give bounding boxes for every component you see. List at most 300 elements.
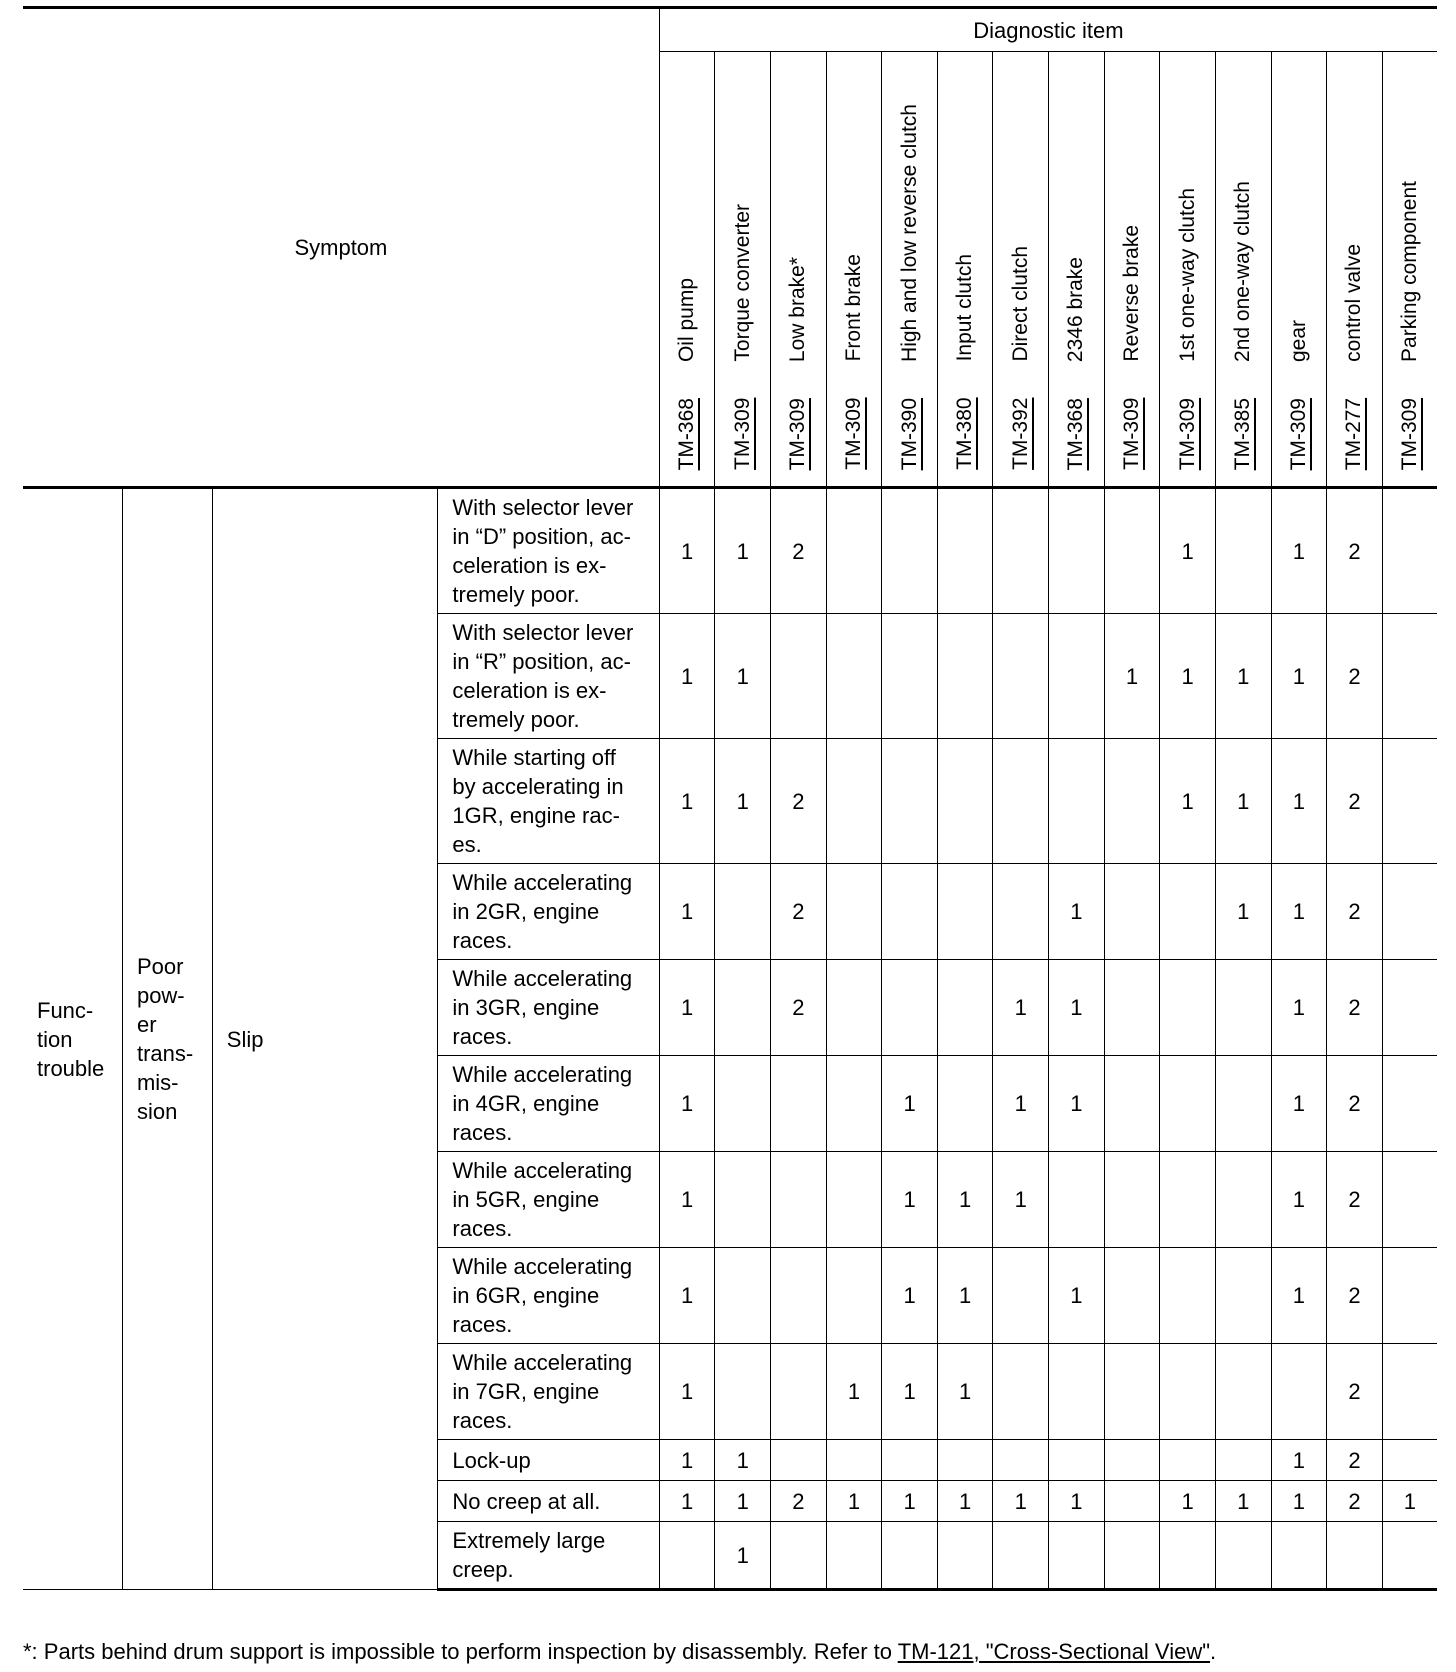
value-cell — [1215, 1344, 1271, 1440]
value-cell — [715, 864, 771, 960]
condition-line: While accelerating — [452, 1350, 633, 1375]
value-cell — [826, 1056, 882, 1152]
value-cell — [1215, 1440, 1271, 1481]
value-cell: 1 — [659, 488, 715, 614]
condition-line: in 7GR, engine — [452, 1379, 600, 1404]
value-cell — [993, 1344, 1049, 1440]
column-header-text — [675, 278, 699, 470]
value-cell — [993, 1248, 1049, 1344]
column-ref-link[interactable]: TM-309 — [1175, 397, 1199, 470]
column-name: High and low reverse clutch — [897, 103, 921, 362]
column-header-rotator — [1171, 58, 1205, 470]
value-cell: 2 — [1327, 960, 1383, 1056]
column-name: Input clutch — [953, 254, 977, 362]
condition-cell — [438, 960, 659, 1056]
value-cell: 1 — [1215, 739, 1271, 864]
column-header-text — [1176, 188, 1200, 470]
condition-cell — [438, 1481, 659, 1522]
column-header — [659, 52, 715, 488]
value-cell: 1 — [659, 1152, 715, 1248]
value-cell: 2 — [1327, 1152, 1383, 1248]
value-cell — [937, 1440, 993, 1481]
value-cell — [1160, 1248, 1216, 1344]
value-cell: 1 — [882, 1152, 938, 1248]
condition-line: While starting off — [452, 745, 616, 770]
column-header-text — [1231, 181, 1255, 470]
value-cell: 1 — [1160, 1481, 1216, 1522]
value-cell — [1382, 614, 1437, 739]
value-cell — [1049, 1522, 1105, 1590]
column-ref-link[interactable]: TM-309 — [1397, 397, 1421, 470]
value-cell — [1104, 864, 1160, 960]
value-cell: 1 — [1271, 614, 1327, 739]
category-cell — [23, 488, 122, 1590]
column-ref-link[interactable]: TM-309 — [1120, 397, 1143, 470]
value-cell: 1 — [993, 960, 1049, 1056]
value-cell: 2 — [771, 960, 827, 1056]
value-cell — [993, 1522, 1049, 1590]
value-cell — [771, 1152, 827, 1248]
value-cell: 1 — [882, 1248, 938, 1344]
footnote — [23, 1637, 1216, 1666]
column-header-rotator — [837, 58, 871, 470]
value-cell: 1 — [1215, 614, 1271, 739]
value-cell: 1 — [1160, 488, 1216, 614]
value-cell — [993, 739, 1049, 864]
condition-line: While accelerating — [452, 870, 633, 895]
value-cell: 1 — [715, 1481, 771, 1522]
condition-line: tremely poor. — [452, 582, 580, 607]
subcategory-line: trans- — [136, 1041, 194, 1066]
column-header — [1271, 52, 1327, 488]
column-ref-link[interactable]: TM-309 — [1286, 397, 1310, 470]
value-cell — [771, 1056, 827, 1152]
value-cell — [1382, 864, 1437, 960]
condition-line: in “R” position, ac- — [452, 649, 631, 674]
value-cell: 1 — [715, 614, 771, 739]
value-cell — [1271, 1344, 1327, 1440]
value-cell: 1 — [937, 1152, 993, 1248]
diagnostic-table — [23, 6, 1437, 1591]
condition-line: creep. — [452, 1557, 514, 1582]
column-header-text — [953, 254, 977, 470]
value-cell: 1 — [715, 739, 771, 864]
value-cell: 1 — [659, 1248, 715, 1344]
value-cell: 2 — [771, 1481, 827, 1522]
value-cell: 1 — [715, 1522, 771, 1590]
value-cell — [1104, 1056, 1160, 1152]
column-header-rotator — [1337, 58, 1371, 470]
column-header-rotator — [893, 58, 927, 470]
footnote-end: . — [1210, 1639, 1217, 1664]
value-cell — [1215, 488, 1271, 614]
column-header — [1049, 52, 1105, 488]
column-header-text — [1064, 257, 1088, 470]
value-cell — [1271, 1522, 1327, 1590]
value-cell: 1 — [659, 739, 715, 864]
condition-line: tremely poor. — [452, 707, 580, 732]
value-cell: 1 — [1049, 864, 1105, 960]
column-name: 1st one-way clutch — [1175, 187, 1199, 362]
value-cell — [1160, 960, 1216, 1056]
condition-cell — [438, 1152, 659, 1248]
value-cell: 1 — [1271, 488, 1327, 614]
value-cell — [1215, 960, 1271, 1056]
value-cell — [1215, 1522, 1271, 1590]
value-cell — [1327, 1522, 1383, 1590]
value-cell — [1382, 1522, 1437, 1590]
value-cell — [937, 614, 993, 739]
value-cell — [1382, 488, 1437, 614]
condition-cell — [438, 488, 659, 614]
condition-line: races. — [452, 1120, 513, 1145]
condition-line: in 4GR, engine — [452, 1091, 600, 1116]
table-row — [23, 488, 1437, 614]
value-cell: 1 — [993, 1056, 1049, 1152]
value-cell — [1049, 1344, 1105, 1440]
value-cell — [937, 739, 993, 864]
condition-line: races. — [452, 1312, 513, 1337]
value-cell — [1382, 1152, 1437, 1248]
value-cell — [1160, 1152, 1216, 1248]
category-line: tion — [37, 1026, 73, 1052]
value-cell: 1 — [1160, 614, 1216, 739]
condition-line: 1GR, engine rac- — [452, 803, 620, 828]
column-ref-link[interactable]: TM-380 — [953, 397, 977, 470]
condition-line: While accelerating — [452, 966, 633, 991]
value-cell — [993, 1440, 1049, 1481]
value-cell — [1160, 1522, 1216, 1590]
column-header — [1215, 52, 1271, 488]
cross-sectional-view-link[interactable]: TM-121, "Cross-Sectional View" — [897, 1639, 1211, 1664]
value-cell — [937, 1056, 993, 1152]
value-cell — [1104, 960, 1160, 1056]
value-cell — [826, 1152, 882, 1248]
value-cell: 1 — [882, 1344, 938, 1440]
value-cell: 2 — [1327, 1344, 1383, 1440]
value-cell — [993, 864, 1049, 960]
value-cell: 2 — [1327, 739, 1383, 864]
value-cell: 1 — [659, 1481, 715, 1522]
condition-line: While accelerating — [452, 1158, 633, 1183]
condition-line: in 6GR, engine — [452, 1283, 600, 1308]
value-cell — [937, 960, 993, 1056]
subcategory-line: er — [136, 1012, 157, 1037]
value-cell — [1160, 1056, 1216, 1152]
subcategory-line: pow- — [136, 983, 185, 1008]
column-header-rotator — [726, 58, 760, 470]
value-cell: 1 — [715, 1440, 771, 1481]
value-cell — [882, 488, 938, 614]
value-cell: 1 — [1049, 1056, 1105, 1152]
value-cell: 1 — [1271, 1481, 1327, 1522]
value-cell — [1382, 1056, 1437, 1152]
category-line: Func- — [37, 997, 94, 1023]
condition-line: celeration is ex- — [452, 678, 607, 703]
column-name: Front brake — [841, 254, 865, 362]
column-ref-link[interactable]: TM-309 — [730, 397, 754, 470]
value-cell: 1 — [1049, 1481, 1105, 1522]
value-cell: 1 — [1160, 739, 1216, 864]
condition-line: While accelerating — [452, 1062, 633, 1087]
value-cell — [1382, 739, 1437, 864]
condition-line: in 2GR, engine — [452, 899, 600, 924]
value-cell: 1 — [882, 1056, 938, 1152]
column-header-text — [1120, 225, 1144, 470]
value-cell: 1 — [1215, 864, 1271, 960]
value-cell — [771, 1522, 827, 1590]
condition-line: es. — [452, 832, 482, 857]
value-cell: 1 — [937, 1248, 993, 1344]
condition-cell — [438, 614, 659, 739]
column-name: Direct clutch — [1008, 246, 1032, 362]
value-cell: 1 — [1271, 1152, 1327, 1248]
column-name: control valve — [1342, 243, 1366, 362]
value-cell — [771, 1248, 827, 1344]
value-cell — [715, 1152, 771, 1248]
column-header — [1327, 52, 1383, 488]
column-header-rotator — [948, 58, 982, 470]
column-header-rotator — [1059, 58, 1093, 470]
value-cell: 1 — [826, 1481, 882, 1522]
column-header — [1104, 52, 1160, 488]
value-cell: 1 — [1271, 1056, 1327, 1152]
value-cell — [1160, 1440, 1216, 1481]
value-cell: 1 — [1049, 1248, 1105, 1344]
value-cell: 1 — [937, 1481, 993, 1522]
value-cell — [1382, 1440, 1437, 1481]
condition-line: races. — [452, 1024, 513, 1049]
column-header-text — [1287, 320, 1311, 470]
column-header-rotator — [1393, 58, 1427, 470]
column-header-rotator — [670, 58, 704, 470]
value-cell: 1 — [659, 960, 715, 1056]
value-cell — [1104, 1344, 1160, 1440]
column-name: Oil pump — [675, 277, 699, 362]
value-cell — [1104, 1522, 1160, 1590]
column-header — [993, 52, 1049, 488]
symptom-header: Symptom — [23, 8, 659, 488]
value-cell — [993, 614, 1049, 739]
value-cell — [826, 960, 882, 1056]
column-header-text — [1342, 244, 1366, 470]
value-cell — [659, 1522, 715, 1590]
value-cell — [826, 864, 882, 960]
value-cell — [882, 739, 938, 864]
value-cell: 1 — [1271, 864, 1327, 960]
value-cell: 1 — [659, 864, 715, 960]
column-header-rotator — [1282, 58, 1316, 470]
condition-line: Lock-up — [452, 1447, 531, 1473]
value-cell: 2 — [1327, 488, 1383, 614]
value-cell — [826, 614, 882, 739]
value-cell — [826, 1522, 882, 1590]
value-cell — [1160, 1344, 1216, 1440]
value-cell: 1 — [1271, 1440, 1327, 1481]
value-cell: 1 — [826, 1344, 882, 1440]
column-header — [715, 52, 771, 488]
value-cell — [882, 864, 938, 960]
value-cell — [1160, 864, 1216, 960]
value-cell — [1049, 488, 1105, 614]
condition-cell — [438, 864, 659, 960]
value-cell: 1 — [659, 1056, 715, 1152]
value-cell — [1104, 739, 1160, 864]
column-ref-link[interactable]: TM-368 — [675, 397, 699, 470]
value-cell — [937, 488, 993, 614]
condition-line: in 3GR, engine — [452, 995, 600, 1020]
column-name: Parking component — [1397, 180, 1421, 362]
value-cell: 1 — [1215, 1481, 1271, 1522]
value-cell — [1104, 1248, 1160, 1344]
value-cell — [937, 1522, 993, 1590]
value-cell — [826, 739, 882, 864]
column-header-text — [1398, 181, 1422, 470]
value-cell — [826, 488, 882, 614]
diagnostic-item-header: Diagnostic item — [659, 8, 1437, 52]
condition-line: races. — [452, 928, 513, 953]
column-header — [1382, 52, 1437, 488]
subcategory-cell — [122, 488, 212, 1590]
value-cell: 2 — [771, 488, 827, 614]
condition-line: races. — [452, 1408, 513, 1433]
value-cell: 1 — [715, 488, 771, 614]
value-cell — [1104, 1481, 1160, 1522]
value-cell — [715, 1344, 771, 1440]
column-header-text — [898, 104, 922, 470]
condition-cell — [438, 1440, 659, 1481]
value-cell: 1 — [1271, 960, 1327, 1056]
condition-cell — [438, 1056, 659, 1152]
value-cell — [1382, 1248, 1437, 1344]
column-header — [882, 52, 938, 488]
value-cell: 2 — [1327, 614, 1383, 739]
value-cell: 1 — [1271, 739, 1327, 864]
column-name: Torque converter — [730, 204, 754, 362]
value-cell — [1104, 488, 1160, 614]
column-header-rotator — [1226, 58, 1260, 470]
value-cell — [826, 1440, 882, 1481]
column-name: 2346 brake — [1064, 256, 1088, 362]
value-cell — [1382, 1344, 1437, 1440]
column-header-text — [786, 257, 810, 470]
value-cell — [1215, 1152, 1271, 1248]
column-name: Low brake* — [786, 256, 810, 362]
value-cell — [1215, 1056, 1271, 1152]
value-cell — [1049, 614, 1105, 739]
column-name: 2nd one-way clutch — [1231, 180, 1255, 362]
value-cell — [771, 1440, 827, 1481]
column-header — [937, 52, 993, 488]
value-cell: 2 — [1327, 1440, 1383, 1481]
value-cell — [715, 1056, 771, 1152]
column-header — [771, 52, 827, 488]
value-cell — [1382, 960, 1437, 1056]
value-cell: 1 — [659, 1344, 715, 1440]
column-ref-link[interactable]: TM-385 — [1231, 397, 1255, 470]
column-ref-link[interactable]: TM-390 — [897, 397, 921, 470]
column-ref-link[interactable]: TM-277 — [1342, 397, 1366, 470]
condition-line: races. — [452, 1216, 513, 1241]
value-cell: 1 — [882, 1481, 938, 1522]
column-ref-link[interactable]: TM-368 — [1064, 397, 1088, 470]
column-header-text — [731, 204, 755, 470]
condition-cell — [438, 1248, 659, 1344]
column-header-rotator — [781, 58, 815, 470]
value-cell: 1 — [1382, 1481, 1437, 1522]
value-cell: 2 — [1327, 864, 1383, 960]
condition-line: While accelerating — [452, 1254, 633, 1279]
value-cell — [882, 1440, 938, 1481]
category-line: trouble — [37, 1055, 105, 1081]
header-row-top — [23, 8, 1437, 52]
value-cell: 2 — [1327, 1248, 1383, 1344]
subcategory-line: sion — [136, 1099, 178, 1124]
value-cell: 1 — [1271, 1248, 1327, 1344]
value-cell — [1049, 1152, 1105, 1248]
value-cell — [882, 960, 938, 1056]
footnote-text: *: Parts behind drum support is impossible to perform inspection by disassembly. Refer to — [23, 1639, 898, 1664]
value-cell — [882, 614, 938, 739]
value-cell: 1 — [659, 614, 715, 739]
value-cell — [1049, 1440, 1105, 1481]
column-header — [826, 52, 882, 488]
column-ref-link[interactable]: TM-309 — [786, 397, 810, 470]
condition-line: Extremely large — [452, 1528, 606, 1553]
column-header-rotator — [1004, 58, 1038, 470]
value-cell: 2 — [1327, 1481, 1383, 1522]
condition-line: in “D” position, ac- — [452, 524, 631, 549]
condition-cell — [438, 1344, 659, 1440]
value-cell: 1 — [993, 1152, 1049, 1248]
column-header-text — [1009, 246, 1033, 470]
column-name: Reverse brake — [1120, 225, 1143, 362]
condition-line: With selector lever — [452, 620, 634, 645]
subcategory-line: mis- — [136, 1070, 179, 1095]
slip-cell: Slip — [212, 488, 438, 1590]
column-ref-link[interactable]: TM-392 — [1008, 397, 1032, 470]
value-cell — [715, 960, 771, 1056]
subcategory-line: Poor — [136, 954, 184, 979]
value-cell — [1215, 1248, 1271, 1344]
value-cell: 1 — [993, 1481, 1049, 1522]
value-cell: 1 — [937, 1344, 993, 1440]
condition-line: With selector lever — [452, 495, 634, 520]
value-cell — [771, 614, 827, 739]
column-header-rotator — [1115, 58, 1149, 470]
condition-line: No creep at all. — [452, 1488, 601, 1514]
column-header — [1160, 52, 1216, 488]
value-cell — [1104, 1440, 1160, 1481]
value-cell — [715, 1248, 771, 1344]
value-cell — [1049, 739, 1105, 864]
value-cell — [771, 1344, 827, 1440]
value-cell: 1 — [1104, 614, 1160, 739]
value-cell: 1 — [1049, 960, 1105, 1056]
column-ref-link[interactable]: TM-309 — [841, 397, 865, 470]
condition-cell — [438, 1522, 659, 1590]
value-cell: 2 — [1327, 1056, 1383, 1152]
value-cell — [826, 1248, 882, 1344]
value-cell: 2 — [771, 739, 827, 864]
value-cell — [993, 488, 1049, 614]
condition-cell — [438, 739, 659, 864]
condition-line: in 5GR, engine — [452, 1187, 600, 1212]
value-cell — [937, 864, 993, 960]
column-name: gear — [1286, 319, 1310, 362]
column-header-text — [842, 254, 866, 470]
value-cell: 1 — [659, 1440, 715, 1481]
